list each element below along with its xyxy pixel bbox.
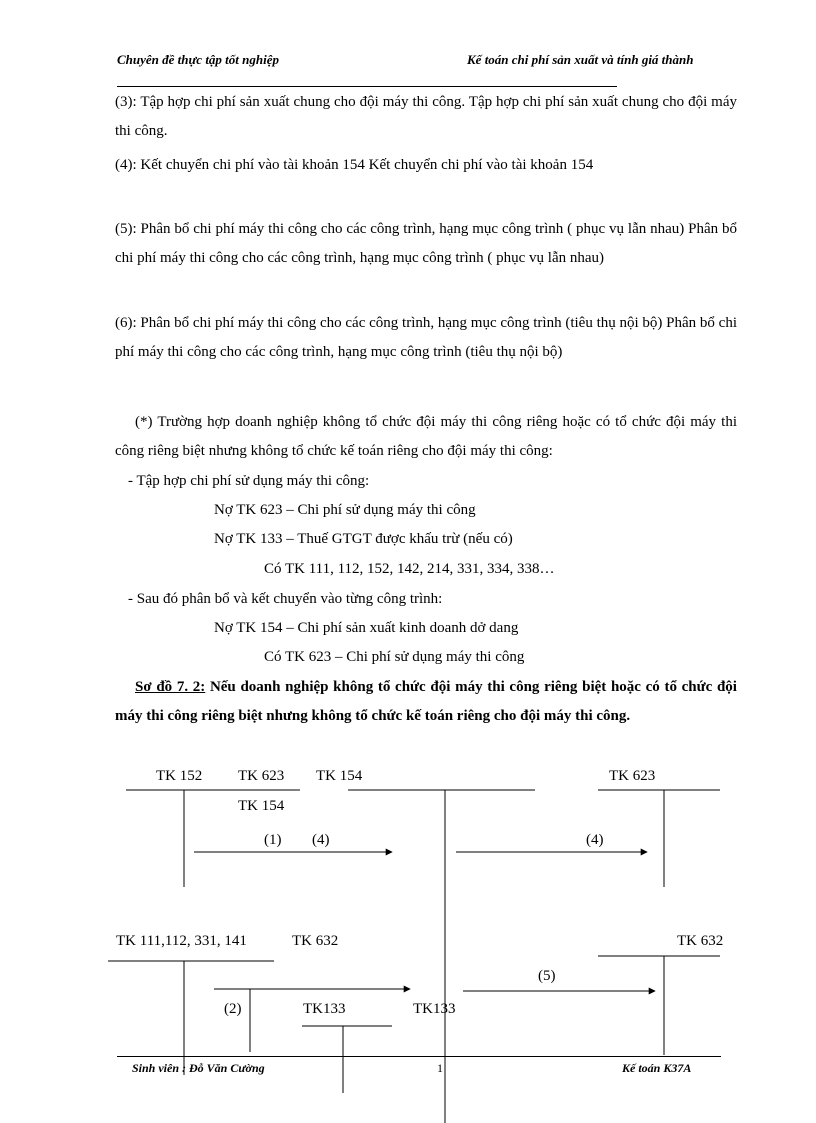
paragraph-5: (5): Phân bổ chi phí máy thi công cho các công trình, hạng mục công trình ( phục vụ lẫn nhau) Phân bổ chi phí máy thi công cho các công trình, hạng mục công trình ( phục vụ lẫn nhau) [115, 221, 737, 266]
footer-page-number: 1 [437, 1061, 443, 1075]
header-left: Chuyên đề thực tập tốt nghiệp [117, 52, 279, 67]
header-right: Kế toán chi phí sản xuất và tính giá thành [467, 52, 694, 67]
note-4-right: (4) [586, 832, 604, 848]
footer-rule [117, 1056, 721, 1057]
allocate-title: - Sau đó phân bổ và kết chuyển vào từng công trình: [128, 591, 443, 607]
debit-154: Nợ TK 154 – Chi phí sản xuất kinh doanh dở dang [214, 620, 519, 636]
tk-632-label-right: TK 632 [677, 933, 724, 949]
tk-133-label-right: TK133 [413, 1001, 456, 1017]
tk-133-label-left: TK133 [303, 1001, 346, 1017]
footer-student: Sinh viên : Đỗ Văn Cường [132, 1061, 265, 1075]
tk-154-label-second: TK 154 [238, 798, 285, 814]
footer-class: Kế toán K37A [622, 1061, 692, 1075]
tk-623-label-right: TK 623 [609, 768, 656, 784]
credit-623: Có TK 623 – Chi phí sử dụng máy thi công [264, 649, 525, 665]
debit-623: Nợ TK 623 – Chi phí sử dụng máy thi công [214, 502, 476, 518]
figure-caption-text: Nếu doanh nghiệp không tổ chức đội máy thi công riêng biệt hoặc có tổ chức đội máy thi công riêng biệt nhưng không tổ chức kế toán riêng cho đội máy thi công. [115, 679, 737, 724]
tk-152-label: TK 152 [156, 768, 203, 784]
paragraph-4: (4): Kết chuyển chi phí vào tài khoản 154 Kết chuyển chi phí vào tài khoản 154 [115, 157, 594, 173]
note-4-left: (4) [312, 832, 330, 848]
paragraph-case: (*) Trường hợp doanh nghiệp không tổ chức đội máy thi công riêng hoặc có tổ chức đội máy thi công riêng biệt nhưng không tổ chức kế toán riêng cho đội máy thi công: [115, 414, 737, 459]
note-1: (1) [264, 832, 282, 848]
note-5: (5) [538, 968, 556, 984]
tk-632-label-left: TK 632 [292, 933, 339, 949]
credit-list: Có TK 111, 112, 152, 142, 214, 331, 334, 338… [264, 561, 555, 577]
note-2: (2) [224, 1001, 242, 1017]
paragraph-3: (3): Tập hợp chi phí sản xuất chung cho đội máy thi công. Tập hợp chi phí sản xuất chung cho đội máy thi công. [115, 94, 737, 139]
tk-111-label: TK 111,112, 331, 141 [116, 933, 247, 949]
tk-623-label-left: TK 623 [238, 768, 285, 784]
gather-title: - Tập hợp chi phí sử dụng máy thi công: [128, 473, 370, 489]
debit-133: Nợ TK 133 – Thuế GTGT được khấu trừ (nếu có) [214, 531, 513, 547]
tk-154-label-top: TK 154 [316, 768, 363, 784]
figure-label: Sơ đồ 7. 2: [135, 679, 206, 695]
paragraph-6: (6): Phân bổ chi phí máy thi công cho các công trình, hạng mục công trình (tiêu thụ nội bộ) Phân bổ chi phí máy thi công cho các công trình, hạng mục công trình (tiêu thụ nội bộ) [115, 315, 737, 360]
